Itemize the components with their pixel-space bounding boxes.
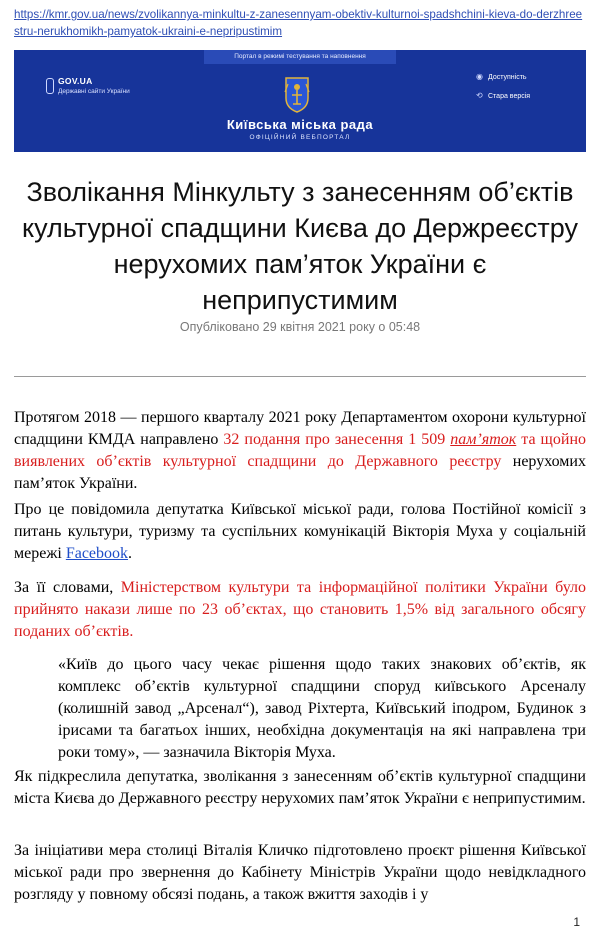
gov-ua-title: GOV.UA [58, 76, 93, 86]
paragraph-4: Як підкреслила депутатка, зволікання з занесенням об’єктів культурної спадщини міста Києва до Державного реєстру нерухомих пам’яток України є неприпустимим. [14, 768, 586, 807]
article-title: Зволікання Мінкульту з занесенням об’єктів культурної спадщини Києва до Держреєстру нерухомих пам’яток України є неприпустимим [22, 177, 578, 315]
p3-highlight: Міністерством культури та інформаційної політики України було прийнято накази лише по 23 об’єктах, що становить 1,5% від загального обсягу поданих об’єктів. [14, 579, 586, 640]
accessibility-icon: ◉ [476, 72, 483, 81]
old-version-label: Стара версія [488, 93, 531, 100]
site-banner [14, 50, 586, 152]
p1-text-end: нерухомих пам’яток України. [14, 453, 586, 492]
paragraph-3 [14, 577, 586, 643]
p1-highlight: 32 подання про занесення 1 509 [223, 431, 451, 448]
p1-highlight-underlined: пам’яток [450, 431, 517, 448]
publish-date: Опубліковано 29 квітня 2021 року о 05:48 [179, 320, 421, 334]
paragraph-1 [14, 407, 586, 495]
p1-text: Протягом 2018 — першого кварталу 2021 року Департаментом охорони культурної спадщини КМДА направлено [14, 409, 586, 448]
gov-ua-logo[interactable] [58, 76, 130, 95]
accessibility-label: Доступність [488, 74, 527, 81]
old-version-icon: ⟲ [476, 91, 483, 100]
accessibility-link[interactable] [476, 72, 527, 81]
p3-text: За її словами, [14, 579, 121, 596]
p2-text: Про це повідомила депутатка Київської міської ради, голова Постійної комісії з питань культури, туризму та суспільних комунікацій Вікторія Муха у соціальній мережі [14, 501, 586, 562]
beta-notice: Портал в режимі тестування та наповнення [204, 50, 396, 64]
city-crest-icon[interactable] [282, 74, 312, 114]
divider [14, 376, 586, 377]
source-url[interactable]: https://kmr.gov.ua/news/zvolikannya-minkultu-z-zanesennyam-obektiv-kulturnoi-spadshchini-kieva-do-derzhreestru-nerukhomikh-pamyatok-ukraini-e-nepripustimim [14, 8, 583, 38]
old-version-link[interactable] [476, 91, 530, 100]
p1-highlight-end: та щойно виявлених об’єктів культурної спадщини до Державного реєстру [14, 431, 587, 470]
facebook-link[interactable]: Facebook [65, 545, 129, 562]
page-number: 1 [573, 915, 580, 929]
paragraph-2 [14, 499, 586, 565]
p2-text-end: . [128, 545, 133, 562]
gov-ua-subtitle: Державні сайти України [58, 88, 130, 95]
city-council-subtitle: ОФІЦІЙНИЙ ВЕБПОРТАЛ [249, 134, 351, 141]
quote-block: «Київ до цього часу чекає рішення щодо таких знакових об’єктів, як комплекс об’єктів культурної спадщини споруд київського Арсеналу (колишній завод „Арсенал“), завод Ріхтерта, Київський іподром, Будинок з ірисами та багатьох інших, необхідна документація на які направлена три роки тому», — зазначила Вікторія Муха. [58, 656, 586, 761]
city-council-title: Київська міська рада [226, 117, 374, 132]
gov-ua-icon [46, 78, 54, 94]
paragraph-5: За ініціативи мера столиці Віталія Кличко підготовлено проєкт рішення Київської міської ради про звернення до Кабінету Міністрів України щодо невідкладного розгляду у повному обсязі подань, а також вжиття заходів і у [14, 842, 586, 903]
